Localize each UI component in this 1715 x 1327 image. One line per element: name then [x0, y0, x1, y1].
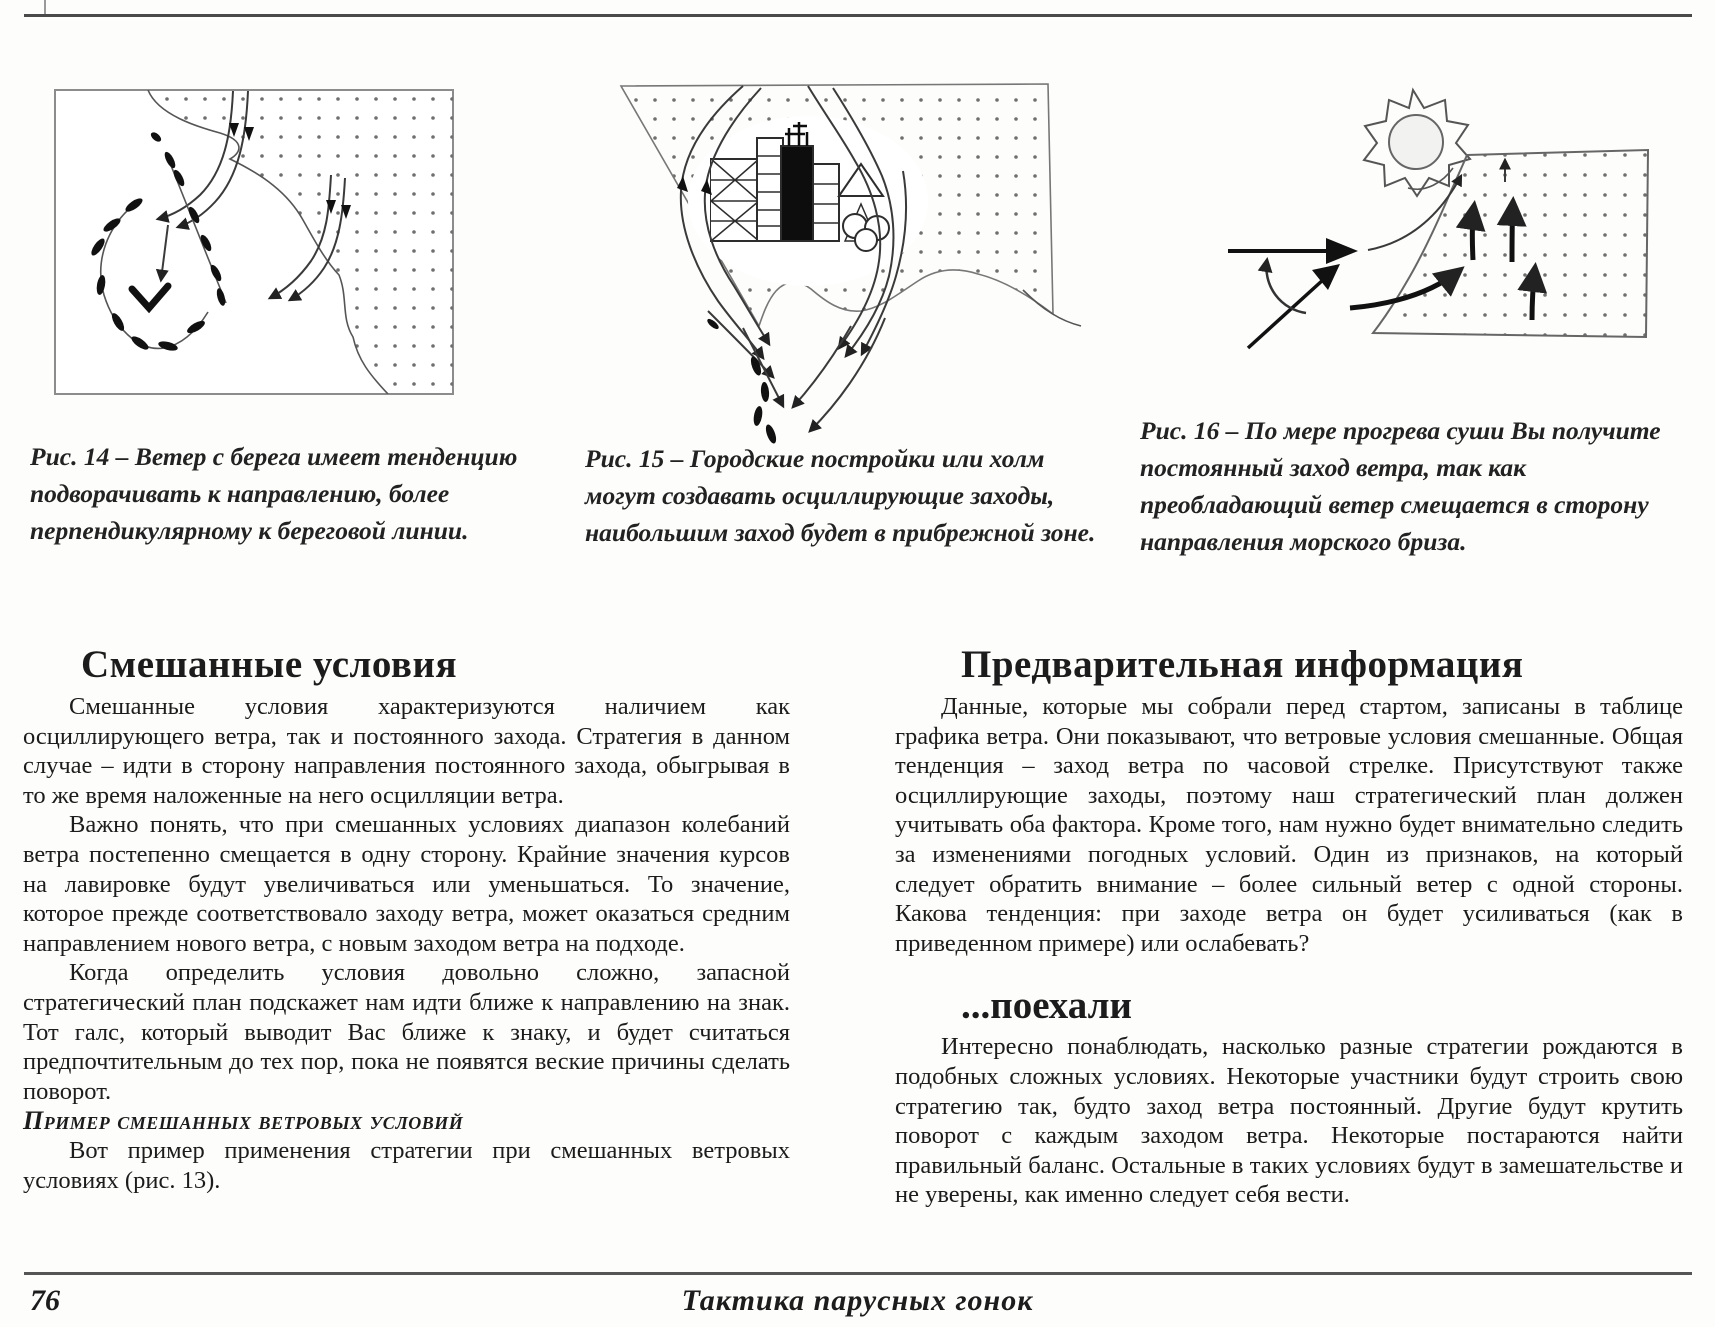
page-number: 76: [30, 1284, 60, 1317]
sun-icon: [1364, 90, 1470, 196]
paragraph: Интересно понаблюдать, насколько разные стратегии рождаются в подобных сложных условиях. Некоторые участники будут строить свою стратегию так, будто заход ветра постоянный. Другие будут крутить поворот с каждым заходом ветра. Некоторые постараются найти правильный баланс. Остальные в таких условиях будут в замешательстве и не уверены, как именно следует себя вести.: [895, 1033, 1683, 1209]
paragraph: Важно понять, что при смешанных условиях диапазон колебаний ветра постепенно смещается в одну сторону. Крайние значения курсов на лавировке будут увеличиваться или уменьшаться. То значение, которое прежде соответствовало заходу ветра, может оказаться средним направлением нового ветра, с новым заходом ветра на подходе.: [23, 811, 790, 957]
figure-16-illustration: [1200, 70, 1700, 390]
footer-rule: [24, 1272, 1692, 1275]
footer-running-title: Тактика парусных гонок: [681, 1284, 1034, 1317]
subheading-mixed-wind-example: Пример смешанных ветровых условий: [23, 1106, 464, 1136]
left-column: [23, 642, 790, 1196]
paragraph: Смешанные условия характеризуются наличием как осциллирующего ветра, так и постоянного захода. Стратегия в данном случае – идти в сторону направления постоянного захода, обыгрывая в то же время наложенные на него осцилляции ветра.: [23, 693, 790, 809]
section-heading-lets-go: ...поехали: [961, 984, 1132, 1028]
boats: [706, 317, 778, 445]
figure-16: [1200, 70, 1700, 395]
top-rule: [24, 14, 1692, 17]
top-tick-mark: [44, 0, 46, 14]
section-heading-mixed-conditions: Смешанные условия: [81, 643, 458, 686]
figure-15-illustration: [593, 76, 1083, 446]
paragraph: Данные, которые мы собрали перед стартом, записаны в таблице графика ветра. Они показывают, что ветровые условия смешанные. Общая тенденция – заход ветра по часовой стрелке. Присутствуют также осциллирующие заходы, поэтому наш стратегический план должен учитывать оба фактора. Кроме того, нам нужно будет внимательно следить за изменениями погодных условий. Один из признаков, на который следует обратить внимание – более сильный ветер с одной стороны. Какова тенденция: при заходе ветра он будет усиливаться (как в приведенном примере) или ослабевать?: [895, 693, 1683, 957]
figure-15: [593, 76, 1083, 451]
figure-15-caption: Рис. 15 – Городские постройки или холм могут создавать осциллирующие заходы, наибольшим заход будет в прибрежной зоне.: [585, 444, 1096, 547]
figure-14-caption: Рис. 14 – Ветер с берега имеет тенденцию подворачивать к направлению, более перпендикулярному к береговой линии.: [30, 442, 518, 545]
figure-14: [48, 75, 463, 405]
figure-16-caption: Рис. 16 – По мере прогрева суши Вы получите постоянный заход ветра, так как преобладающий ветер смещается в сторону направления морского бриза.: [1140, 416, 1661, 556]
paragraph: Вот пример применения стратегии при смешанных ветровых условиях (рис. 13).: [23, 1137, 790, 1194]
wind-shift-diagram: [1228, 238, 1358, 348]
figure-14-illustration: [48, 75, 463, 400]
right-column: [895, 642, 1683, 1210]
paragraph: Когда определить условия довольно сложно, запасной стратегический план подскажет нам идти ближе к направлению на знак. Тот галс, который выводит Вас ближе к знаку, и будет считаться предпочтительным до тех пор, пока не появятся веские причины сделать поворот.: [23, 959, 790, 1105]
section-heading-preliminary-info: Предварительная информация: [961, 643, 1524, 686]
